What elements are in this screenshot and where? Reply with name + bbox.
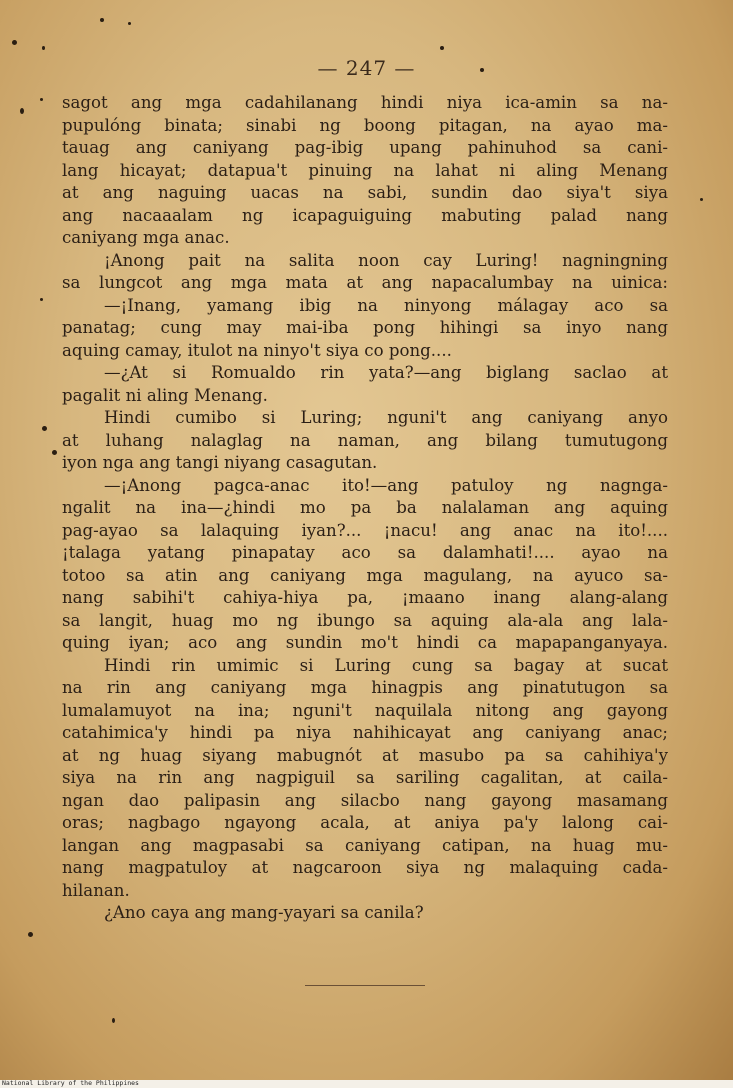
ink-speck: [20, 108, 24, 114]
text-line: ¡Anong pait na salita noon cay Luring! nagningning: [104, 250, 668, 270]
text-line: oras; nagbago ngayong acala, at aniya pa'y lalong cai-: [62, 813, 668, 832]
text-line: at ng huag siyang mabugnót at masubo pa sa cahihiya'y: [62, 745, 668, 765]
text-line: Hindi rin umimic si Luring cung sa bagay at sucat: [104, 655, 668, 675]
text-line: nang sabihi't cahiya-hiya pa, ¡maano inang alang-alang: [62, 588, 668, 607]
footer-bar: [0, 1080, 733, 1088]
ink-speck: [128, 22, 131, 25]
ink-speck: [40, 298, 43, 301]
text-line: quing iyan; aco ang sundin mo't hindi ca mapapanganyaya.: [62, 633, 668, 652]
text-line: catahimica'y hindi pa niya nahihicayat ang caniyang anac;: [62, 723, 668, 742]
text-line: at ang naguing uacas na sabi, sundin dao siya't siya: [62, 183, 668, 202]
body-text: [62, 92, 668, 925]
ink-speck: [42, 46, 45, 50]
text-line: ngan dao palipasin ang silacbo nang gayong masamang: [62, 790, 668, 810]
text-line: langan ang magpasabi sa caniyang catipan, na huag mu-: [62, 835, 668, 855]
text-line: caniyang mga anac.: [62, 228, 230, 247]
text-line: nang magpatuloy at nagcaroon siya ng malaquing cada-: [62, 858, 668, 877]
ink-speck: [440, 46, 444, 50]
text-line: aquing camay, itulot na ninyo't siya co pong....: [62, 340, 452, 360]
text-line: tauag ang caniyang pag-ibig upang pahinuhod sa cani-: [62, 138, 668, 157]
text-line: sa langit, huag mo ng ibungo sa aquing ala-ala ang lala-: [62, 610, 668, 630]
library-credit: National Library of the Philippines: [2, 1079, 139, 1087]
ink-speck: [112, 1018, 115, 1023]
text-line: siya na rin ang nagpiguil sa sariling cagalitan, at caila-: [62, 768, 668, 787]
text-line: Hindi cumibo si Luring; nguni't ang caniyang anyo: [104, 408, 668, 427]
text-line: ¿Ano caya ang mang-yayari sa canila?: [104, 903, 424, 922]
text-line: hilanan.: [62, 880, 130, 900]
ink-speck: [52, 450, 57, 455]
text-line: lumalamuyot na ina; nguni't naquilala nitong ang gayong: [62, 700, 668, 720]
text-line: ang nacaaalam ng icapaguiguing mabuting palad nang: [62, 205, 668, 225]
text-line: —¡Anong pagca-anac ito!—ang patuloy ng nagnga-: [104, 475, 668, 495]
text-line: —¡Inang, yamang ibig na ninyong málagay aco sa: [104, 295, 668, 315]
text-line: na rin ang caniyang mga hinagpis ang pinatutugon sa: [62, 678, 668, 697]
text-line: pagalit ni aling Menang.: [62, 385, 268, 405]
text-line: sa lungcot ang mga mata at ang napacalumbay na uinica:: [62, 273, 668, 292]
text-line: —¿At si Romualdo rin yata?—ang biglang saclao at: [104, 363, 668, 382]
ink-speck: [28, 932, 33, 937]
page-number: — 247 —: [317, 56, 416, 80]
text-line: sagot ang mga cadahilanang hindi niya ica-amin sa na-: [62, 93, 668, 112]
text-line: panatag; cung may mai-iba pong hihingi sa inyo nang: [62, 318, 668, 337]
text-line: ¡talaga yatang pinapatay aco sa dalamhati!.... ayao na: [62, 543, 668, 562]
text-line: pupulóng binata; sinabi ng boong pitagan, na ayao ma-: [62, 115, 668, 135]
ink-speck: [700, 198, 703, 201]
text-line: pag-ayao sa lalaquing iyan?... ¡nacu! ang anac na ito!....: [62, 520, 668, 540]
ink-speck: [42, 426, 47, 431]
ink-speck: [40, 98, 43, 101]
text-line: at luhang nalaglag na naman, ang bilang tumutugong: [62, 430, 668, 450]
text-line: lang hicayat; datapua't pinuing na lahat ni aling Menang: [62, 160, 668, 180]
text-line: totoo sa atin ang caniyang mga magulang, na ayuco sa-: [62, 565, 668, 585]
ink-speck: [12, 40, 17, 45]
bottom-rule: [305, 985, 425, 986]
text-line: iyon nga ang tangi niyang casagutan.: [62, 453, 378, 472]
ink-speck: [100, 18, 104, 22]
text-line: ngalit na ina—¿hindi mo pa ba nalalaman ang aquing: [62, 498, 668, 517]
